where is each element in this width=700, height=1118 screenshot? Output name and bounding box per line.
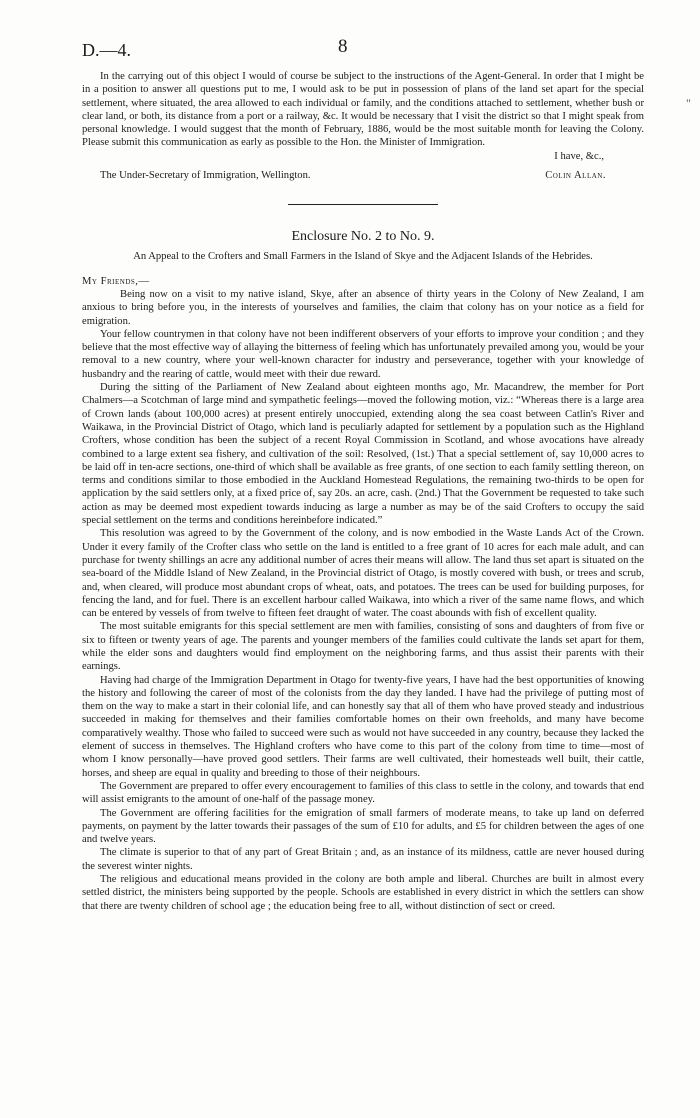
body-paragraph: Being now on a visit to my native island, Skye, after an absence of thirty years in the Colony of New Zealand, I am anxious to bring before you, in the interests of yourselves and families, the claim that colony has on your notice as a field for emigration. [82,288,644,327]
letter-addressee: The Under-Secretary of Immigration, Wellington. [100,170,311,182]
letter-paragraph: In the carrying out of this object I would of course be subject to the instructions of the Agent-General. In order that I might be in a position to answer all questions put to me, I would ask to be put in possession of plans of the land set apart for the special settlement, where situated, the area allowed to each individual or family, and the conditions attached to settlement, whether bush or clear land, or both, its distance from a port or a railway, &c. It would be necessary that I visit the district so that I might speak from personal knowledge. I would suggest that the month of February, 1886, would be the most suitable month for leaving the Colony. Please submit this communication as early as possible to the Hon. the Minister of Immigration. [82,71,644,149]
page-content [82,70,644,913]
letter-signature: Colin Allan. [545,170,606,182]
document-reference: D.—4. [82,40,131,60]
letter-closing-row [82,150,644,163]
body-paragraph: Having had charge of the Immigration Department in Otago for twenty-five years, I have had the best opportunities of knowing the history and following the career of most of the colonists from the day they landed. I have had the privilege of putting most of them on the way to make a start in their colonial life, and can honestly say that all of them who have proved steady and industrious succeeded in making for themselves and their families comfortable homes on their own freeholds, and many have become comparatively wealthy. Those who failed to succeed were such as would not have succeeded in any country, because they lacked the element of success in themselves. The Highland crofters who have come to this part of the colony from time to time—most of whom I know personally—have proved good settlers. Their farms are well cultivated, their homesteads well built, their cattle, horses, and sheep are equal in quality and breeding to those of their neighbours. [82,674,644,779]
enclosure-title: Enclosure No. 2 to No. 9. [291,229,435,245]
body-paragraph: The climate is superior to that of any part of Great Britain ; and, as an instance of its mildness, cattle are never housed during the severest winter nights. [82,847,644,872]
salutation: My Friends,— [82,275,150,287]
enclosure-subtitle: An Appeal to the Crofters and Small Farmers in the Island of Skye and the Adjacent Islands of the Hebrides. [133,251,593,263]
margin-mark: " [686,96,691,110]
body-paragraph: This resolution was agreed to by the Government of the colony, and is now embodied in the Waste Lands Act of the Crown. Under it every family of the Crofter class who settle on the land is entitled to a free grant of 10 acres for each male adult, and can purchase for twenty shillings an acre any additional number of acres their means will allow. The land thus set apart is situated on the sea-board of the Middle Island of New Zealand, in the Provincial district of Otago, is mostly covered with bush, or trees and scrub, and, when cleared, will produce most abundant crops of wheat, oats, and potatoes. The trees can be used for building purposes, for fencing the land, and for fuel. There is an excellent harbour called Waikawa, into which a river of the same name flows, and which can be entered by vessels of from twelve to fifteen feet draught of water. The coast abounds with fish of excellent quality. [82,528,644,620]
letter-closing: I have, &c., [554,150,604,162]
body-paragraph: The Government are offering facilities for the emigration of small farmers of moderate means, to take up land on deferred payments, on payment by the latter towards their passages of the sum of £10 for adults, and £5 for children between the ages of one and twelve years. [82,807,644,846]
body-paragraph: The most suitable emigrants for this special settlement are men with families, consisting of sons and daughters of from five or six to fifteen or twenty years of age. The parents and younger members of the families could cultivate the lands set apart for them, while the elder sons and daughters would find employment on the neighboring farms, and thus assist their parents with their earnings. [82,621,644,673]
body-paragraph: Your fellow countrymen in that colony have not been indifferent observers of your efforts to improve your condition ; and they believe that the most effective way of allaying the bitterness of feeling which has unfortunately prevailed among you, would be your removal to a new country, where your well-known character for industry and perseverance, together with your knowledge of husbandry and the rearing of cattle, would meet with their due reward. [82,328,644,380]
body-paragraph: The Government are prepared to offer every encouragement to families of this class to settle in the colony, and towards that end will assist emigrants to the amount of one-half of the passage money. [82,780,644,806]
section-divider [288,204,438,205]
body-paragraph: The religious and educational means provided in the colony are both ample and liberal. Churches are built in almost every settled district, the ministers being supported by the people. Schools are established in every district in which the settlers can show that there are twenty children of school age ; the education being free to all, without distinction of sect or creed. [82,874,644,912]
page-number: 8 [338,36,348,57]
body-paragraph: During the sitting of the Parliament of New Zealand about eighteen months ago, Mr. Macandrew, the member for Port Chalmers—a Scotchman of large mind and sympathetic feelings—moved the following motion, viz.: “Whereas there is a large area of Crown lands (about 100,000 acres) at present entirely unoccupied, extending along the sea coast between Catlin's River and Waikawa, in the Provincial District of Otago, which land is peculiarly adapted for settlement by a population such as the Highland Crofters, whose condition has been the subject of a recent Royal Commission in Scotland, and whose avocations have already combined to a large extent sea fishery, and cultivation of the soil: Resolved, (1st.) That a special settlement of, say 10,000 acres to be laid off in ten-acre sections, one-third of which shall be available as free grants, of one section to each family settling thereon, on terms and conditions similar to those embodied in the Auckland Homestead Regulations, the remaining two-thirds to be open for application by the said settlers only, at a fixed price of, say 20s. an acre, cash. (2nd.) That the Government be requested to take such action as may be deemed most expedient towards inducing as large a number as may be of the said Crofters to occupy the said special settlement on the terms and conditions hereinbefore indicated.” [82,382,644,527]
letter-address-row [82,169,644,182]
